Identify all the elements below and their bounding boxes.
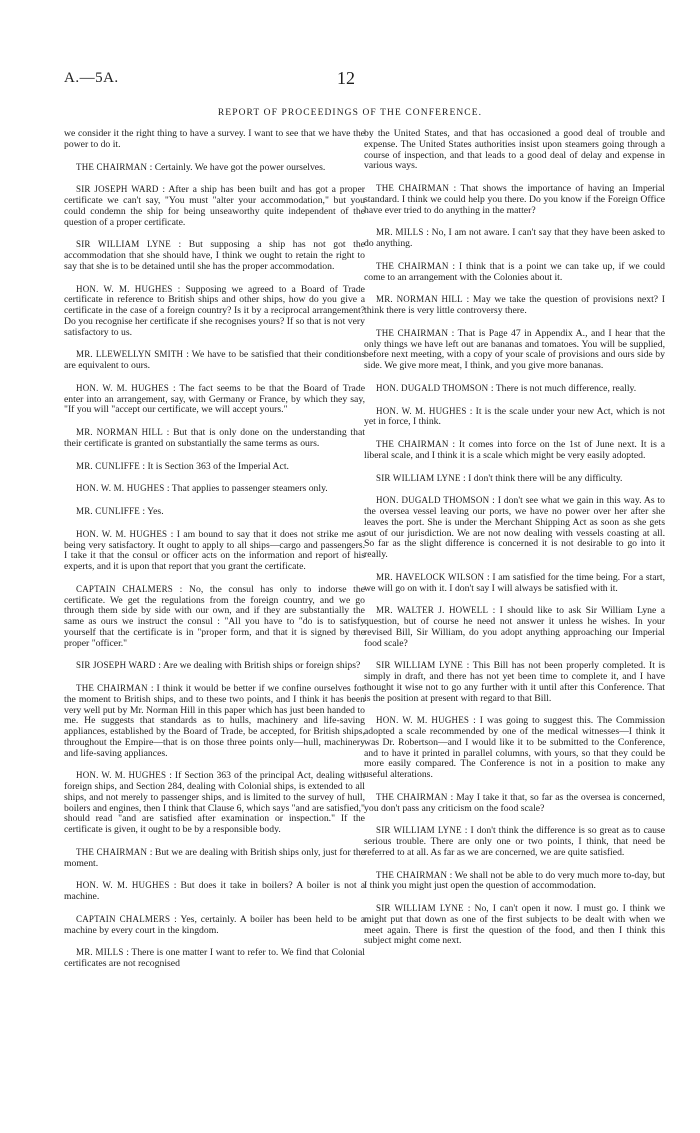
speech-paragraph [64,461,365,473]
speaker-name: CAPTAIN CHALMERS [76,913,171,924]
speaker-name: SIR WILLIAM LYNE [376,472,461,483]
speech-text: : May we take the question of provisions next? I think there is very little controversy there. [364,294,665,316]
speech-paragraph [64,770,365,836]
speaker-name: MR. MILLS [376,227,424,238]
speech-paragraph [364,227,665,250]
speech-text: : If Section 363 of the principal Act, dealing with foreign ships, and Section 284, dealing with Colonial ships, is extended to all ships, and not merely to passenger ships, and is limited to the survey of hull, boilers and engines, then I think that Clause 6, which says "and are satisfied," should read "and are satisfied after examination or inspection." If the certificate is given, it ought to be by a responsible body. [64,770,365,835]
speech-text: : I was going to suggest this. The Commission adopted a scale recommended by one of the medical witnesses—I think it was Dr. Robertson—and I would like it to be submitted to the Conference, and to have it printed in parallel columns, with yours, so that they could be more easily compared. The Conference is not in a position to make any useful alterations. [364,715,665,780]
speech-text: : But that is only done on the understanding that their certificate is granted on substantially the same terms as ours. [64,427,365,449]
speech-text: : I think that is a point we can take up, if we could come to an arrangement with the Colonies about it. [364,260,665,283]
speech-text: : Supposing we agreed to a Board of Trade certificate in reference to British ships and other ships, how do you give a certificate in the case of a foreign country? Is it by a reciprocal arrangement? Do you recognise her certificate if she recognises yours? If so that is not very satisfactory to us. [64,283,365,338]
speaker-name: SIR JOSEPH WARD [76,660,156,671]
speech-paragraph [64,529,365,573]
speech-paragraph [364,261,665,284]
speaker-name: MR. MILLS [76,947,124,958]
speech-text: : The fact seems to be that the Board of Trade enter into an arrangement, say, with Germany or France, by which they say, "If you will "accept our certificate, we will accept yours." [64,382,366,416]
speech-text: : No, I can't open it now. I must go. I think we might put that down as one of the first subjects to be dealt with when we meet again. There is first the question of the food, and then I think this subject might come next. [364,903,666,947]
speaker-name: THE CHAIRMAN [376,439,449,449]
speech-paragraph [64,914,365,937]
speech-paragraph [364,383,665,395]
speech-text: : No, the consul has only to indorse the certificate. We get the regulations from the foreign country, and we go through them side by side with our own, and if they are substantially the same as ours we instruct the consul : "All you have to "do is to satisfy yourself that the certificate is in "proper form, and that it is signed by the proper "officer." [64,583,365,649]
speaker-name: HON. W. M. HUGHES [376,405,467,416]
speech-text: : There is not much difference, really. [490,382,637,394]
speech-text: : But we are dealing with British ships only, just for the moment. [64,846,366,869]
speech-text: : I am bound to say that it does not strike me as being very satisfactory. It ought to apply to all ships—cargo and passengers. I take it that the consul or officer acts on the information and report of his experts, and it is upon that report that you grant the certificate. [64,528,365,572]
speech-paragraph [64,427,365,450]
speaker-name: MR. WALTER J. HOWELL [376,605,489,616]
speech-paragraph [364,825,665,858]
speaker-name: HON. W. M. HUGHES [76,770,167,781]
speaker-name: MR. CUNLIFFE [76,460,140,471]
speech-paragraph [64,506,365,518]
running-head: REPORT OF PROCEEDINGS OF THE CONFERENCE. [217,108,483,118]
speech-text: : That is Page 47 in Appendix A., and I hear that the only things we have left out are bananas and tomatoes. You will be supplied, before next meeting, with a copy of your scale of provisions and ours side by side. We give more meat, I think, and you give more bananas. [364,327,666,371]
speech-text: : I should like to ask Sir William Lyne a question, but of course he need not answer it unless he wishes. In your revised Bill, Sir William, do you adopt anything approaching our Imperial food scale? [364,605,666,649]
speech-text: : Yes. [142,506,164,517]
page-number: 12 [337,68,355,88]
speech-paragraph [64,162,365,174]
speech-paragraph [64,584,365,650]
speaker-name: THE CHAIRMAN [376,260,449,271]
speech-paragraph [364,406,665,429]
speech-text: : No, I am not aware. I can't say that they have been asked to do anything. [364,227,666,249]
speech-text: : I think it would be better if we confine ourselves for the moment to British ships, and to these two points, and I think it has been very well put by Mr. Norman Hill in this paper which has just been handed to me. He suggests that standards as to hulls, machinery and life-saving appliances, established by the Board of Trade, be accepted, for British ships, throughout the Empire—that is on those three points only—hull, machinery and life-saving appliances. [64,683,365,759]
speech-paragraph [364,870,665,893]
speech-text: : But supposing a ship has not got the accommodation that she should have, I think we ought to retain the right to say that she is to be detained until she has the proper accommodation. [64,239,366,272]
speech-text: : It is the scale under your new Act, which is not yet in force, I think. [364,405,665,428]
speech-paragraph [64,683,365,759]
speaker-name: THE CHAIRMAN [376,327,449,338]
speech-text: : It comes into force on the 1st of June next. It is a liberal scale, and I think it is a scale which might be very easily adopted. [364,439,665,461]
speaker-name: MR. NORMAN HILL [376,294,463,305]
speaker-name: SIR WILLIAM LYNE [376,660,464,671]
speech-paragraph [364,792,665,815]
speech-paragraph [364,903,665,947]
speaker-name: HON. DUGALD THOMSON [376,495,490,506]
speech-paragraph [364,439,665,462]
right-column [364,129,665,958]
speaker-name: MR. HAVELOCK WILSON [376,571,485,582]
speech-paragraph [64,947,365,970]
speaker-name: SIR WILLIAM LYNE [376,903,464,913]
speaker-name: THE CHAIRMAN [376,183,450,193]
speech-text: we consider it the right thing to have a survey. I want to see that we have the power to do it. [64,128,365,150]
speech-text: : It is Section 363 of the Imperial Act. [142,460,289,472]
speech-paragraph [64,349,365,372]
speech-paragraph [64,847,365,870]
page-reference: A.—5A. [64,70,119,86]
speech-text: : I am satisfied for the time being. For a start, we will go on with it. I don't say I will always be satisfied with it. [364,571,666,594]
speech-paragraph [364,715,665,781]
speaker-name: SIR JOSEPH WARD [76,184,159,195]
speech-text: : I don't see what we gain in this way. As to the oversea vessel leaving our ports, we have no power over her after she leaves the port. She is under the Merchant Shipping Act as soon as she gets out of our jurisdiction. We are not now dealing with vessels coasting at all. So far as the slight difference is concerned it is not desirable to go into it really. [364,495,665,560]
speech-text: : Are we dealing with British ships or foreign ships? [158,660,361,672]
speech-text: : But does it take in boilers? A boiler is not a machine. [64,880,365,902]
speech-paragraph [64,129,365,151]
speech-paragraph [64,184,365,228]
speech-paragraph [64,483,365,495]
speech-text: : I don't think there will be any difficulty. [463,472,623,484]
speaker-name: HON. W. M. HUGHES [76,483,165,494]
speech-paragraph [364,294,665,317]
speaker-name: CAPTAIN CHALMERS [76,583,173,594]
speaker-name: HON. W. M. HUGHES [76,382,169,393]
speech-text: : There is one matter I want to refer to. We find that Colonial certificates are not recognised [64,947,365,969]
speech-text: : That shows the importance of having an Imperial standard. I think we could help you there. Do you know if the Foreign Office have ever tried to do anything in the matter? [364,183,666,216]
speech-text: : After a ship has been built and has got a proper certificate we can't say, "You must "alter your accommodation," but you could condemn the ship for being unseaworthy quite independent of the question of a proper certificate. [64,184,366,228]
speaker-name: THE CHAIRMAN [76,161,148,172]
speech-paragraph [364,473,665,485]
speech-text: : That applies to passenger steamers only. [166,483,328,495]
speaker-name: THE CHAIRMAN [376,791,448,802]
speaker-name: HON. W. M. HUGHES [76,880,170,891]
speech-paragraph [364,605,665,649]
left-column [64,129,365,981]
speech-text: : I don't think the difference is so great as to cause serious trouble. There are only one or two points, I think, that need be referred to at all. As far as we are concerned, we are quite satisfied. [364,825,666,858]
speech-paragraph [364,183,665,216]
speech-paragraph [364,129,665,172]
speech-text: : May I take it that, so far as the oversea is concerned, you don't pass any criticism on the food scale? [364,791,665,814]
speaker-name: MR. NORMAN HILL [76,427,163,437]
speaker-name: HON. DUGALD THOMSON [376,382,489,393]
speech-paragraph [364,660,665,704]
speaker-name: HON. W. M. HUGHES [376,715,470,726]
speaker-name: MR. LLEWELLYN SMITH [76,349,184,360]
speech-text: : We have to be satisfied that their conditions are equivalent to ours. [64,349,366,371]
speaker-name: THE CHAIRMAN [76,846,148,857]
speech-text: : This Bill has not been properly completed. It is simply in draft, and there has not yet been time to complete it, and I have thought it wise not to go any further with it until after this Conference. That is the position at present with regard to that Bill. [364,660,666,704]
speaker-name: HON. W. M. HUGHES [76,528,168,539]
speech-paragraph [364,495,665,561]
speech-paragraph [64,880,365,903]
speech-text: : We shall not be able to do very much more to-day, but I think you might just open the question of accommodation. [364,869,665,892]
speaker-name: SIR WILLIAM LYNE [76,239,171,250]
speaker-name: SIR WILLIAM LYNE [376,825,462,836]
speech-text: : Certainly. We have got the power ourselves. [149,161,326,173]
speaker-name: THE CHAIRMAN [76,683,148,693]
speaker-name: MR. CUNLIFFE [76,506,140,516]
speech-paragraph [64,284,365,339]
speaker-name: THE CHAIRMAN [376,869,448,880]
speaker-name: HON. W. M. HUGHES [76,283,173,294]
speech-paragraph [64,239,365,272]
speech-paragraph [64,660,365,672]
speech-paragraph [364,328,665,372]
speech-text: by the United States, and that has occasioned a good deal of trouble and expense. The United States authorities insist upon steamers going through a course of inspection, and that leads to a good deal of delay and expense in various ways. [364,128,665,172]
speech-paragraph [64,383,365,416]
speech-paragraph [364,572,665,595]
speech-text: : Yes, certainly. A boiler has been held to be a machine by every court in the kingdom. [64,913,365,936]
